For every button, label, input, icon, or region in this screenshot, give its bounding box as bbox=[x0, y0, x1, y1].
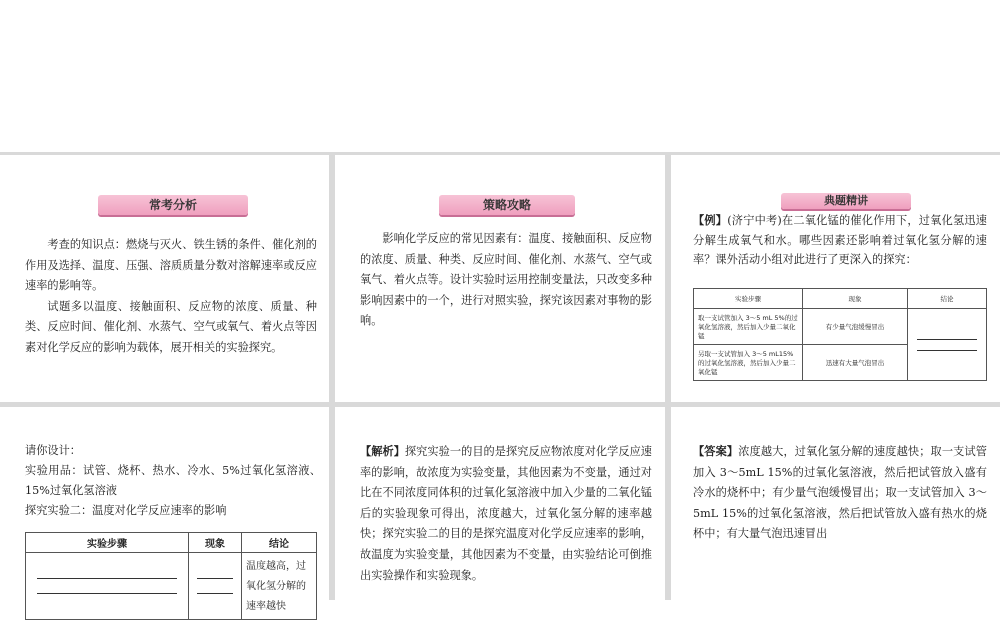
example-banner: 典题精讲 bbox=[781, 193, 911, 209]
answer-text bbox=[693, 441, 987, 545]
design-step-blank-2 bbox=[37, 593, 177, 594]
design-header-conclusion: 结论 bbox=[242, 533, 317, 553]
example-table bbox=[693, 288, 987, 381]
analysis-banner: 常考分析 bbox=[98, 195, 248, 215]
design-phenomenon-blank-1 bbox=[197, 578, 233, 579]
table-conclusion-blanks bbox=[908, 309, 987, 381]
table-row-2-step: 另取一支试管加入 3～5 mL15%的过氧化氢溶液，然后加入少量二氧化锰 bbox=[694, 345, 803, 381]
design-line-2: 实验用品：试管、烧杯、热水、冷水、5%过氧化氢溶液、15%过氧化氢溶液 bbox=[25, 464, 321, 497]
table-row-1-phenomenon: 有少量气泡缓慢冒出 bbox=[803, 309, 908, 345]
strategy-panel bbox=[335, 155, 665, 402]
design-step-blanks bbox=[26, 553, 189, 620]
design-phenomenon-blank-2 bbox=[197, 593, 233, 594]
strategy-text bbox=[360, 229, 652, 332]
conclusion-blank-1 bbox=[917, 339, 977, 340]
design-panel bbox=[0, 407, 329, 612]
analysis-answer-panel bbox=[335, 407, 665, 600]
answer-tag: 【答案】 bbox=[693, 444, 739, 458]
example-question: (济宁中考)在二氧化锰的催化作用下，过氧化氢迅速分解生成氧气和水。哪些因素还影响着过氧化氢分解的速率？课外活动小组对此进行了更深入的探究： bbox=[693, 214, 987, 266]
table-row-2-phenomenon: 迅速有大量气泡冒出 bbox=[803, 345, 908, 381]
design-phenomenon-blanks bbox=[189, 553, 242, 620]
design-step-blank-1 bbox=[37, 578, 177, 579]
example-text bbox=[693, 211, 987, 270]
answer-body: 浓度越大，过氧化氢分解的速度越快；取一支试管加入 3～5mL 15%的过氧化氢溶液，然后把试管放入盛有冷水的烧杯中；有少量气泡缓慢冒出；取一支试管加入 3～5mL 15%的过氧化氢溶液，然后把试管放入盛有热水的烧杯中；有大量气泡迅速冒出 bbox=[693, 445, 987, 541]
strategy-paragraph-1: 影响化学反应的常见因素有：温度、接触面积、反应物的浓度、质量、种类、反应时间、催化剂、水蒸气、空气或氧气、着火点等。设计实验时运用控制变量法，只改变多种影响因素中的一个，进行对照实验，探究该因素对事物的影响。 bbox=[360, 232, 652, 327]
design-header-steps: 实验步骤 bbox=[26, 533, 189, 553]
analysis-paragraph-1: 考查的知识点：燃烧与灭火、铁生锈的条件、催化剂的作用及选择、温度、压强、溶质质量分数对溶解速率或反应速率的影响等。 bbox=[25, 238, 317, 292]
conclusion-blank-2 bbox=[917, 350, 977, 351]
analysis-paragraph-2: 试题多以温度、接触面积、反应物的浓度、质量、种类、反应时间、催化剂、水蒸气、空气或氧气、着火点等因素对化学反应的影响为载体，展开相关的实验探究。 bbox=[25, 299, 317, 354]
analysis-text bbox=[25, 235, 317, 358]
design-text bbox=[25, 441, 321, 521]
design-header-phenomenon: 现象 bbox=[189, 533, 242, 553]
design-line-1: 请你设计： bbox=[25, 444, 81, 457]
explanation-text bbox=[360, 441, 652, 586]
table-row-1-step: 取一支试管加入 3～5 mL 5%的过氧化氢溶液，然后加入少量二氧化锰 bbox=[694, 309, 803, 345]
strategy-banner: 策略攻略 bbox=[439, 195, 575, 215]
example-panel bbox=[671, 155, 1000, 402]
analysis-panel bbox=[0, 155, 329, 402]
example-tag: 【例】 bbox=[693, 213, 728, 227]
answer-panel bbox=[671, 407, 1000, 600]
table-header-phenomenon: 现象 bbox=[803, 289, 908, 309]
explanation-body: 探究实验一的目的是探究反应物浓度对化学反应速率的影响，故浓度为实验变量，其他因素为不变量，通过对比在不同浓度同体积的过氧化氢溶液中加入少量的二氧化锰后的实验现象可得出，浓度越大，过氧化氢分解的速率越快；探究实验二的目的是探究温度对化学反应速率的影响，故温度为实验变量，其他因素为不变量，由实验结论可倒推出实验操作和实验现象。 bbox=[360, 445, 652, 582]
table-header-conclusion: 结论 bbox=[908, 289, 987, 309]
design-table bbox=[25, 532, 317, 620]
design-conclusion: 温度越高，过氧化氢分解的速率越快 bbox=[242, 553, 317, 620]
explanation-tag: 【解析】 bbox=[360, 444, 405, 458]
design-line-3: 探究实验二：温度对化学反应速率的影响 bbox=[25, 504, 227, 517]
table-header-steps: 实验步骤 bbox=[694, 289, 803, 309]
